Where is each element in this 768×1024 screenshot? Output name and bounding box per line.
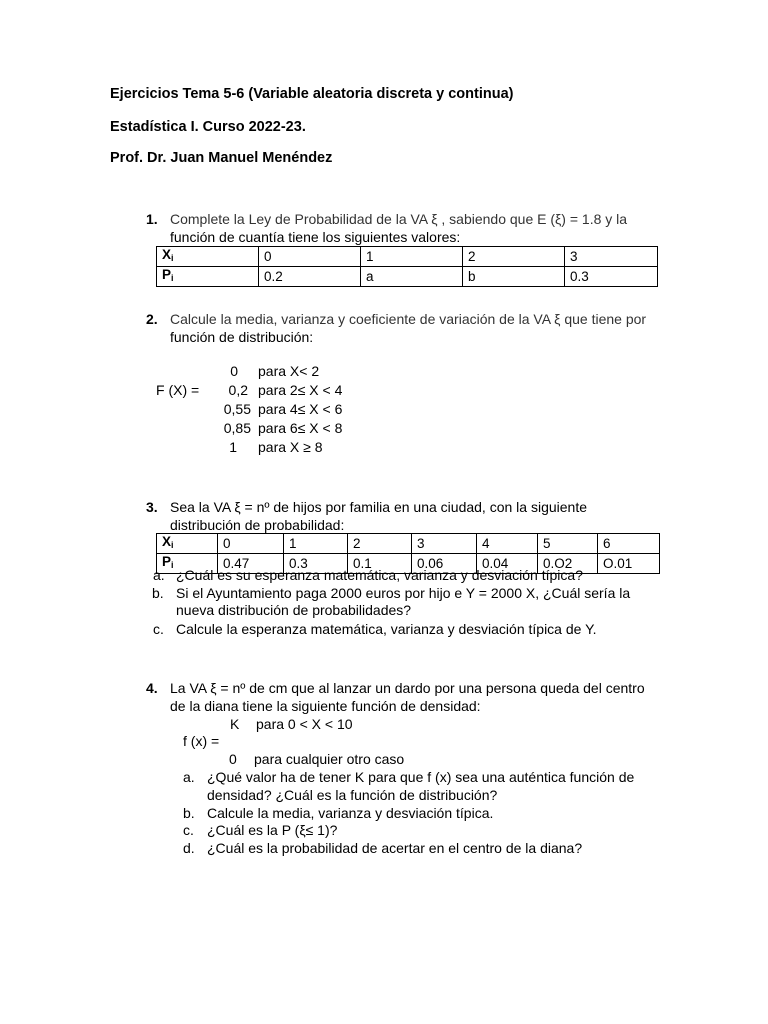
- ex4-item-letter: d.: [183, 840, 195, 856]
- ex3-number: 3.: [146, 499, 158, 515]
- table-cell: 0.47: [218, 554, 284, 574]
- ex3-item-letter: a.: [153, 567, 165, 583]
- ex4-function-label: f (x) =: [183, 733, 220, 749]
- ex3-row-x-head: $X_i$: [157, 534, 218, 554]
- ex4-zero-value: 0: [229, 751, 237, 767]
- ex1-line1: Complete la Ley de Probabilidad de la VA ξ , sabiendo que E (ξ) = 1.8 y la: [170, 211, 628, 227]
- table-cell: 0.3: [284, 554, 348, 574]
- ex2-value: 0,2: [228, 382, 248, 398]
- table-cell: 0.1: [348, 554, 412, 574]
- ex1-line2: función de cuantía tiene los siguientes valores:: [170, 229, 461, 245]
- ex3-line2: distribución de probabilidad:: [170, 517, 345, 533]
- ex4-line1: La VA ξ = nº de cm que al lanzar un dardo por una persona queda del centro: [170, 680, 645, 696]
- ex4-item-letter: a.: [183, 769, 195, 785]
- ex4-zero-condition: para cualquier otro caso: [254, 751, 405, 767]
- ex1-number: 1.: [146, 211, 158, 227]
- table-cell: 5: [538, 534, 598, 554]
- table-cell: 0.O2: [538, 554, 598, 574]
- ex3-item-letter: b.: [152, 585, 164, 601]
- ex4-line2: de la diana tiene la siguiente función de densidad:: [170, 698, 481, 714]
- professor-line: Prof. Dr. Juan Manuel Menéndez: [110, 150, 333, 166]
- table-cell: 6: [598, 534, 660, 554]
- ex1-row-x: [157, 247, 658, 267]
- ex4-item-a-text: ¿Qué valor ha de tener K para que f (x) sea una auténtica función de: [207, 769, 635, 785]
- table-cell: 0: [259, 247, 361, 267]
- table-cell: 0.04: [477, 554, 538, 574]
- ex4-item-letter: c.: [183, 822, 194, 838]
- ex2-condition: para X< 2: [258, 363, 320, 379]
- table-cell: 1: [284, 534, 348, 554]
- ex3-row-p-head: $P_i$: [157, 554, 218, 574]
- table-cell: 3: [412, 534, 477, 554]
- table-cell: 1: [361, 247, 463, 267]
- ex2-condition: para 2≤ X < 4: [258, 382, 343, 398]
- ex2-value: 0: [230, 363, 238, 379]
- ex3-item-b-text: Si el Ayuntamiento paga 2000 euros por hijo e Y = 2000 X, ¿Cuál sería la: [176, 585, 631, 601]
- ex3-item-c-text: Calcule la esperanza matemática, varianza y desviación típica de Y.: [176, 621, 597, 637]
- ex2-condition: para 4≤ X < 6: [258, 401, 343, 417]
- ex1-row-x-head: $X_i$: [157, 247, 259, 267]
- table-cell: 0.3: [565, 267, 658, 287]
- ex4-item-a-text: densidad? ¿Cuál es la función de distribución?: [207, 787, 498, 803]
- ex4-k-value: K: [230, 716, 240, 732]
- ex2-value: 1: [229, 439, 237, 455]
- ex3-item-letter: c.: [153, 621, 164, 637]
- ex2-number: 2.: [146, 311, 158, 327]
- ex3-row-x: [157, 534, 660, 554]
- table-cell: O.01: [598, 554, 660, 574]
- table-cell: 4: [477, 534, 538, 554]
- ex3-item-a-text: ¿Cuál es su esperanza matemática, varianza y desviación típica?: [176, 567, 583, 583]
- ex3-line1: Sea la VA ξ = nº de hijos por familia en una ciudad, con la siguiente: [170, 499, 587, 515]
- ex4-number: 4.: [146, 680, 158, 696]
- table-cell: 0.2: [259, 267, 361, 287]
- ex2-line1: Calcule la media, varianza y coeficiente de variación de la VA ξ que tiene por: [170, 311, 647, 327]
- ex4-k-condition: para 0 < X < 10: [256, 716, 353, 732]
- ex2-value: 0,85: [223, 420, 251, 436]
- ex2-function-label: F (X) =: [156, 382, 200, 398]
- ex1-probability-table: [156, 246, 658, 287]
- ex4-item-d-text: ¿Cuál es la probabilidad de acertar en el centro de la diana?: [207, 840, 583, 856]
- ex2-condition: para X ≥ 8: [258, 439, 323, 455]
- table-cell: 3: [565, 247, 658, 267]
- table-cell: 0: [218, 534, 284, 554]
- ex1-row-p: [157, 267, 658, 287]
- table-cell: a: [361, 267, 463, 287]
- ex4-item-b-text: Calcule la media, varianza y desviación típica.: [207, 805, 494, 821]
- ex4-item-c-text: ¿Cuál es la P (ξ≤ 1)?: [207, 822, 338, 838]
- ex1-row-p-head: $P_i$: [157, 267, 259, 287]
- table-cell: 2: [348, 534, 412, 554]
- ex3-item-b-text: nueva distribución de probabilidades?: [176, 602, 412, 618]
- table-cell: b: [463, 267, 565, 287]
- table-cell: 2: [463, 247, 565, 267]
- ex2-line2: función de distribución:: [170, 329, 314, 345]
- table-cell: 0.06: [412, 554, 477, 574]
- document-title: Ejercicios Tema 5-6 (Variable aleatoria discreta y continua): [110, 86, 514, 102]
- course-line: Estadística I. Curso 2022-23.: [110, 119, 306, 135]
- ex2-condition: para 6≤ X < 8: [258, 420, 343, 436]
- ex4-item-letter: b.: [183, 805, 195, 821]
- ex2-value: 0,55: [223, 401, 251, 417]
